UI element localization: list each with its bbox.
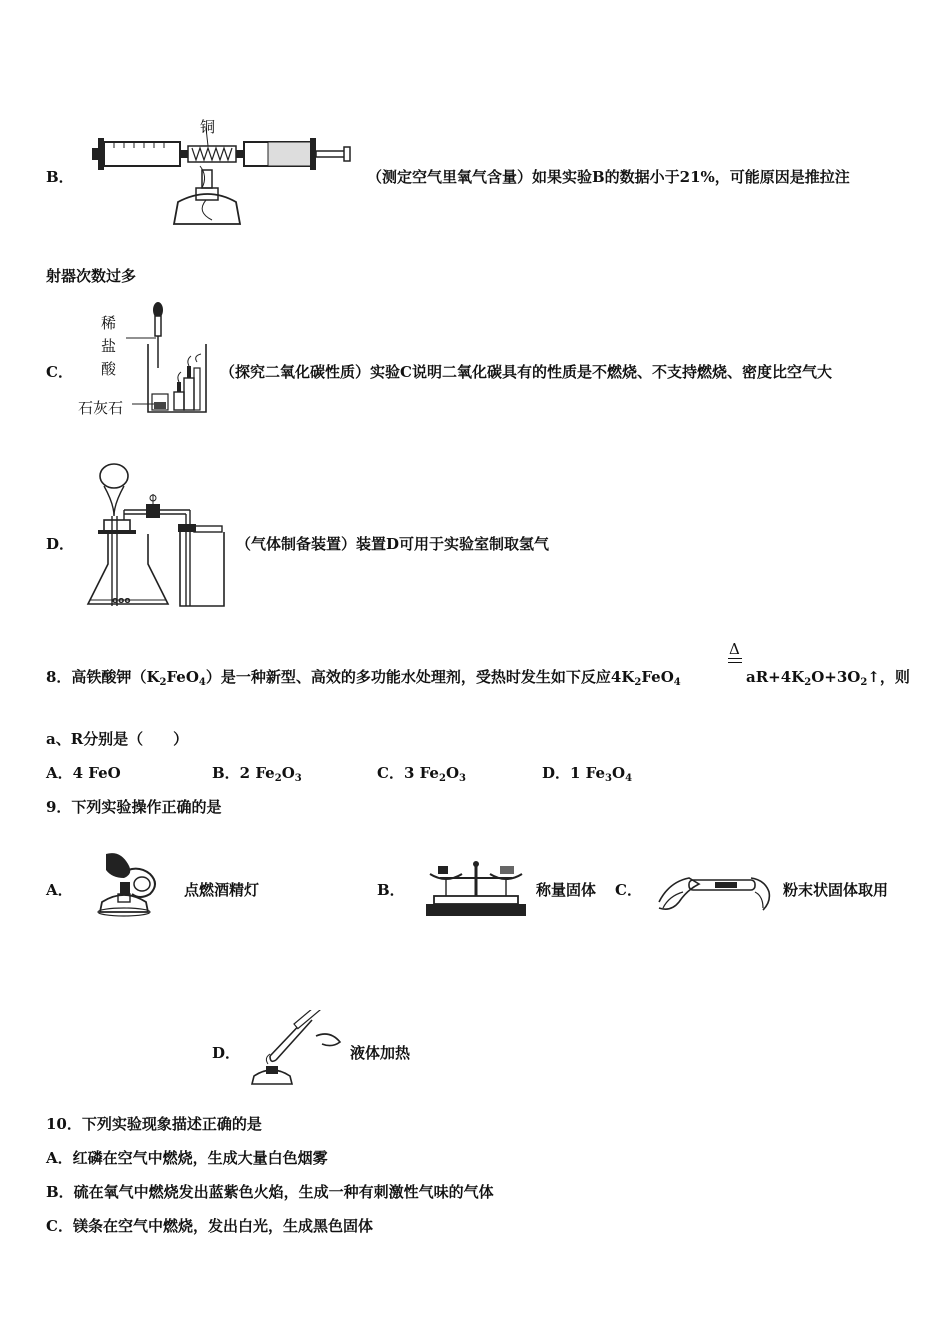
q8-option-b-text: B．2 Fe <box>212 764 275 782</box>
q7-option-d-letter: D． <box>46 535 75 553</box>
powder-sampling-figure <box>655 862 775 916</box>
q10-option-c[interactable]: C．镁条在空气中燃烧，发出白光，生成黑色固体 <box>46 1217 373 1235</box>
q7-option-c-text: （探究二氧化碳性质）实验C说明二氧化碳具有的性质是不燃烧、不支持燃烧、密度比空气大 <box>220 363 832 381</box>
q9-title: 9．下列实验操作正确的是 <box>46 798 222 816</box>
liquid-heating-figure <box>250 1010 346 1086</box>
balance-scale-figure <box>420 856 532 920</box>
q8-option-d-text: O <box>612 764 626 782</box>
q7-option-b-text: （测定空气里氧气含量）如果实验B的数据小于21%，可能原因是推拉注 <box>367 168 850 186</box>
svg-text:ooo: ooo <box>112 596 131 606</box>
heat-equals-sign <box>728 658 742 663</box>
q9-option-b-letter[interactable]: B． <box>377 881 405 899</box>
q8-option-d-text: D．1 Fe <box>542 764 606 782</box>
q8-stem-line1-end <box>746 666 910 688</box>
q9-option-d-text: 液体加热 <box>350 1044 411 1062</box>
copper-label: 铜 <box>200 118 216 136</box>
lighting-alcohol-lamp-figure <box>88 848 168 918</box>
q8-sub: 2 <box>274 773 282 784</box>
q8-sub: 4 <box>198 677 206 688</box>
q8-sub: 2 <box>159 677 167 688</box>
dilute-acid-label-1: 稀 <box>101 314 117 332</box>
q8-sub: 3 <box>459 773 466 784</box>
q8-sub: 3 <box>294 773 302 784</box>
q8-stem-line1 <box>46 666 681 688</box>
q8-sub: 3 <box>605 773 613 784</box>
q8-option-b-text: O <box>281 764 295 782</box>
q10-option-b[interactable]: B．硫在氧气中燃烧发出蓝紫色火焰，生成一种有刺激性气味的气体 <box>46 1183 494 1201</box>
q7-option-d-text: （气体制备装置）装置D可用于实验室制取氢气 <box>236 535 550 553</box>
q8-text: aR+4K <box>746 668 805 686</box>
q8-prefix: 8．高铁酸钾（K <box>46 668 160 686</box>
dilute-acid-label-2: 盐 <box>101 337 117 355</box>
q8-text: ）是一种新型、高效的多功能水处理剂，受热时发生如下反应4K <box>205 668 635 686</box>
q9-option-c-letter[interactable]: C． <box>615 881 642 899</box>
q7-option-c-letter: C． <box>46 363 73 381</box>
q8-sub: 4 <box>673 677 681 688</box>
q9-option-a-letter[interactable]: A． <box>46 881 73 899</box>
q8-stem-line2: a、R分别是（ ） <box>46 730 189 748</box>
q8-option-b[interactable] <box>212 762 302 784</box>
q8-text: ↑，则 <box>867 668 910 686</box>
q8-sub: 2 <box>860 677 868 688</box>
q8-text: FeO <box>641 668 674 686</box>
dilute-acid-label-3: 酸 <box>101 360 117 378</box>
heat-delta-symbol: Δ <box>729 640 740 658</box>
q8-text: FeO <box>166 668 199 686</box>
q9-option-a-text: 点燃酒精灯 <box>184 881 260 899</box>
q8-option-d[interactable] <box>542 762 632 784</box>
q8-sub: 2 <box>634 677 642 688</box>
q8-sub: 4 <box>625 773 633 784</box>
q8-sub: 2 <box>804 677 812 688</box>
q10-title: 10．下列实验现象描述正确的是 <box>46 1115 262 1133</box>
q8-option-a[interactable]: A．4 FeO <box>46 764 121 782</box>
q9-option-b-text: 称量固体 <box>536 881 597 899</box>
q8-sub: 2 <box>438 773 446 784</box>
q8-text: O+3O <box>811 668 861 686</box>
q8-option-c[interactable] <box>377 762 466 784</box>
q7-option-b-letter: B． <box>46 168 74 186</box>
q8-option-c-text: C．3 Fe <box>377 764 439 782</box>
q9-option-c-text: 粉末状固体取用 <box>783 881 889 899</box>
gas-preparation-figure <box>82 460 232 614</box>
q10-option-a[interactable]: A．红磷在空气中燃烧，生成大量白色烟雾 <box>46 1149 328 1167</box>
q8-option-c-text: O <box>445 764 460 782</box>
limestone-label: 石灰石 <box>78 399 124 417</box>
syringe-apparatus-figure <box>86 114 356 232</box>
q7-option-b-text-continued: 射器次数过多 <box>46 267 137 285</box>
q9-option-d-letter[interactable]: D． <box>212 1044 241 1062</box>
